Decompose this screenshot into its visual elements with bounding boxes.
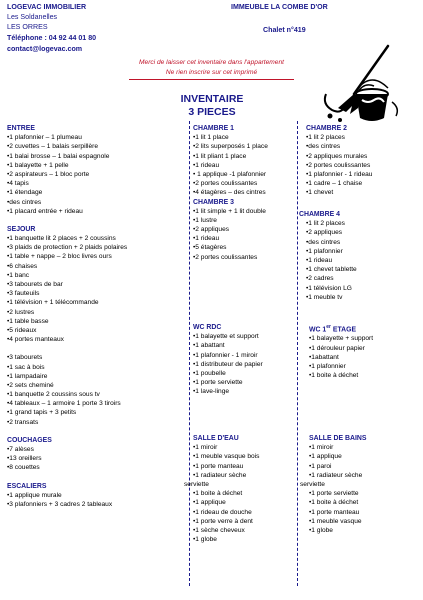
list-item: •2 cadres — [306, 275, 334, 283]
list-item: •1 lit simple + 1 lit double — [193, 207, 266, 215]
list-item: •1 plafonnier - 1 miroir — [193, 351, 258, 359]
list-item: •1 porte serviette — [193, 379, 243, 387]
list-item: •1 table basse — [7, 317, 49, 325]
section-title-chambre-3: CHAMBRE 3 — [193, 198, 234, 206]
list-item: •1abattant — [309, 353, 339, 361]
list-item: •1 meuble vasque — [309, 517, 362, 525]
list-item: •1 applique murale — [7, 491, 62, 499]
list-item: •1 rideau de douche — [193, 508, 252, 516]
notice-underline — [129, 79, 294, 80]
list-item: •1 applique — [309, 453, 342, 461]
list-item: •1 rideau — [193, 161, 220, 169]
list-item: •2 transats — [7, 418, 39, 426]
list-item: •1 télévision + 1 télécommande — [7, 299, 99, 307]
inventory-title: INVENTAIRE — [180, 93, 244, 105]
list-item: •1 télévision LG — [306, 284, 352, 292]
section-title-chambre-4: CHAMBRE 4 — [299, 211, 340, 218]
list-item: •des cintres — [306, 238, 341, 246]
section-title-wc-1-etage: WC 1er ETAGE — [309, 324, 357, 334]
list-item: •1 plafonnier — [309, 363, 346, 371]
list-item: •1 balayette + 1 pelle — [7, 161, 69, 169]
column-3-wc-1 — [309, 323, 373, 380]
list-item: •1 placard entrée + rideau — [7, 207, 83, 215]
inventory-subtitle: 3 PIECES — [188, 106, 236, 118]
list-item: •2 appliques murales — [306, 152, 368, 160]
list-item: •1 rideau — [193, 235, 220, 243]
column-separator-2 — [297, 121, 298, 586]
list-item: •1 lustre — [193, 216, 217, 224]
section-title-sejour: SEJOUR — [7, 225, 36, 233]
list-item: •1 lave-linge — [193, 388, 230, 396]
list-item: •1 étendage — [7, 189, 43, 197]
section-title-chambre-2: CHAMBRE 2 — [306, 125, 347, 132]
section-title-salle-deau: SALLE D'EAU — [193, 435, 239, 442]
list-item: •1 balayette + support — [309, 335, 374, 343]
list-item: •1 miroir — [193, 444, 218, 452]
notice-line-2: Ne rien inscrire sur cet imprimé — [165, 69, 258, 76]
list-item: •1 rideau — [306, 256, 333, 264]
column-3-chambre-4 — [299, 210, 357, 302]
list-item: •4 tapis — [7, 180, 29, 188]
list-item: •1 lit 1 place — [193, 134, 229, 142]
list-item: •1 sèche cheveux — [193, 526, 245, 534]
list-item: •1 porte manteau — [309, 508, 360, 516]
list-item: •1 sac à bois — [7, 363, 45, 371]
list-item: •1 balai brosse – 1 balai espagnole — [7, 152, 110, 160]
agency-street: Les Soldanelles — [7, 13, 58, 21]
list-item: •1 banc — [7, 271, 30, 279]
list-item: • 1 applique -1 plafonnier — [193, 170, 267, 178]
cleaning-bucket-icon — [318, 42, 403, 124]
list-item: •4 étagères – des cintres — [193, 189, 266, 197]
list-item: •1 poubelle — [193, 369, 226, 377]
list-item: •1 radiateur sèche — [193, 471, 247, 479]
list-item: •5 étagères — [193, 244, 227, 252]
list-item: •1 abattant — [193, 342, 225, 350]
section-title-couchages: COUCHAGES — [7, 436, 52, 444]
column-3 — [306, 124, 372, 198]
list-item: •3 fauteuils — [7, 290, 40, 298]
agency-email[interactable]: contact@logevac.com — [7, 45, 83, 53]
building-name: IMMEUBLE LA COMBE D'OR — [231, 3, 328, 11]
list-item: •1 dérouleur papier — [309, 344, 365, 352]
list-item: •1 lit pliant 1 place — [193, 152, 247, 160]
list-item: •6 chaises — [7, 262, 38, 270]
list-item: •13 oreillers — [7, 455, 42, 463]
agency-name: LOGEVAC IMMOBILIER — [7, 3, 87, 11]
list-item: •3 tabourets de bar — [7, 281, 63, 288]
list-item: •4 portes manteaux — [7, 336, 64, 344]
list-item: •2 portes coulissantes — [306, 161, 371, 169]
list-item: •1 banquette 2 coussins sous tv — [7, 391, 100, 399]
list-item: •1 radiateur sèche — [309, 471, 363, 479]
agency-town: LES ORRES — [7, 23, 48, 31]
list-item: •1 applique — [193, 499, 226, 507]
list-item: •1 porte serviette — [309, 490, 359, 498]
column-2-salle-deau — [184, 434, 260, 544]
list-item: •1 miroir — [309, 444, 334, 452]
list-item: •1 plafonnier – 1 plumeau — [7, 134, 82, 142]
list-item-continuation: serviette — [184, 480, 209, 488]
list-item: •2 lits superposés 1 place — [193, 143, 268, 151]
list-item: •des cintres — [7, 198, 42, 206]
list-item: •2 portes coulissantes — [193, 180, 258, 188]
list-item: •1 paroi — [309, 462, 332, 470]
list-item: •1 distributeur de papier — [193, 360, 263, 368]
list-item: •2 sets cheminé — [7, 381, 54, 389]
list-item: •3 plaids de protection + 2 plaids polaires — [7, 244, 128, 252]
list-item: •2 aspirateurs – 1 bloc porte — [7, 170, 90, 178]
agency-phone: Téléphone : 04 92 44 01 80 — [7, 34, 97, 42]
list-item: •1 boite à déchet — [193, 490, 243, 498]
list-item: •1 banquette lit 2 places + 2 coussins — [7, 235, 116, 243]
list-item: •2 appliques — [193, 226, 230, 234]
column-3-salle-de-bains — [300, 434, 367, 535]
list-item: •1 porte manteau — [193, 462, 244, 470]
list-item: •1 grand tapis + 3 petits — [7, 409, 77, 417]
list-item: •1 table + nappe – 2 bloc livres ours — [7, 253, 112, 261]
list-item: •8 couettes — [7, 464, 40, 472]
list-item: •1 cadre – 1 chaise — [306, 180, 363, 188]
list-item: •7 alèses — [7, 446, 34, 453]
list-item: •1 globe — [193, 536, 217, 544]
list-item: •2 portes coulissantes — [193, 253, 258, 261]
list-item-continuation: serviette — [300, 480, 325, 488]
section-title-salle-de-bains: SALLE DE BAINS — [309, 435, 367, 442]
list-item: •3 tabourets — [7, 354, 43, 362]
list-item: •2 cuvettes – 1 balais serpillère — [7, 143, 99, 151]
list-item: •1 boite à déchet — [309, 499, 359, 507]
notice-line-1: Merci de laisser cet inventaire dans l'appartement — [139, 59, 284, 66]
list-item: •des cintres — [306, 143, 341, 151]
column-2-wc — [193, 323, 263, 397]
section-title-chambre-1: CHAMBRE 1 — [193, 125, 234, 132]
column-separator-1 — [189, 121, 190, 586]
list-item: •1 chevet — [306, 189, 334, 197]
list-item: •1 plafonnier — [306, 247, 343, 255]
list-item: •2 appliques — [306, 229, 343, 237]
list-item: •1 porte verre à dent — [193, 517, 253, 525]
list-item: •1 balayette et support — [193, 333, 259, 341]
list-item: •1 meuble tv — [306, 293, 343, 301]
section-title-escaliers: ESCALIERS — [7, 482, 47, 490]
list-item: •1 plafonnier - 1 rideau — [306, 170, 373, 178]
list-item: •1 globe — [309, 526, 333, 534]
chalet-number: Chalet n°419 — [263, 26, 306, 34]
list-item: •1 meuble vasque bois — [193, 453, 260, 461]
list-item: •1 boite à déchet — [309, 372, 359, 380]
list-item: •1 chevet tablette — [306, 266, 357, 274]
section-title-entree: ENTREE — [7, 125, 35, 132]
list-item: •1 lampadaire — [7, 372, 48, 380]
list-item: •1 lit 2 places — [306, 134, 345, 142]
column-2 — [193, 124, 268, 262]
list-item: •2 lustres — [7, 308, 35, 316]
list-item: •3 plafonniers + 3 cadres 2 tableaux — [7, 500, 113, 508]
section-title-wc-rdc: WC RDC — [193, 324, 222, 331]
column-1 — [7, 124, 127, 509]
list-item: •1 lit 2 places — [306, 220, 345, 228]
list-item: •5 rideaux — [7, 326, 37, 334]
list-item: •4 tableaux – 1 armoire 1 porte 3 tiroirs — [7, 400, 121, 408]
